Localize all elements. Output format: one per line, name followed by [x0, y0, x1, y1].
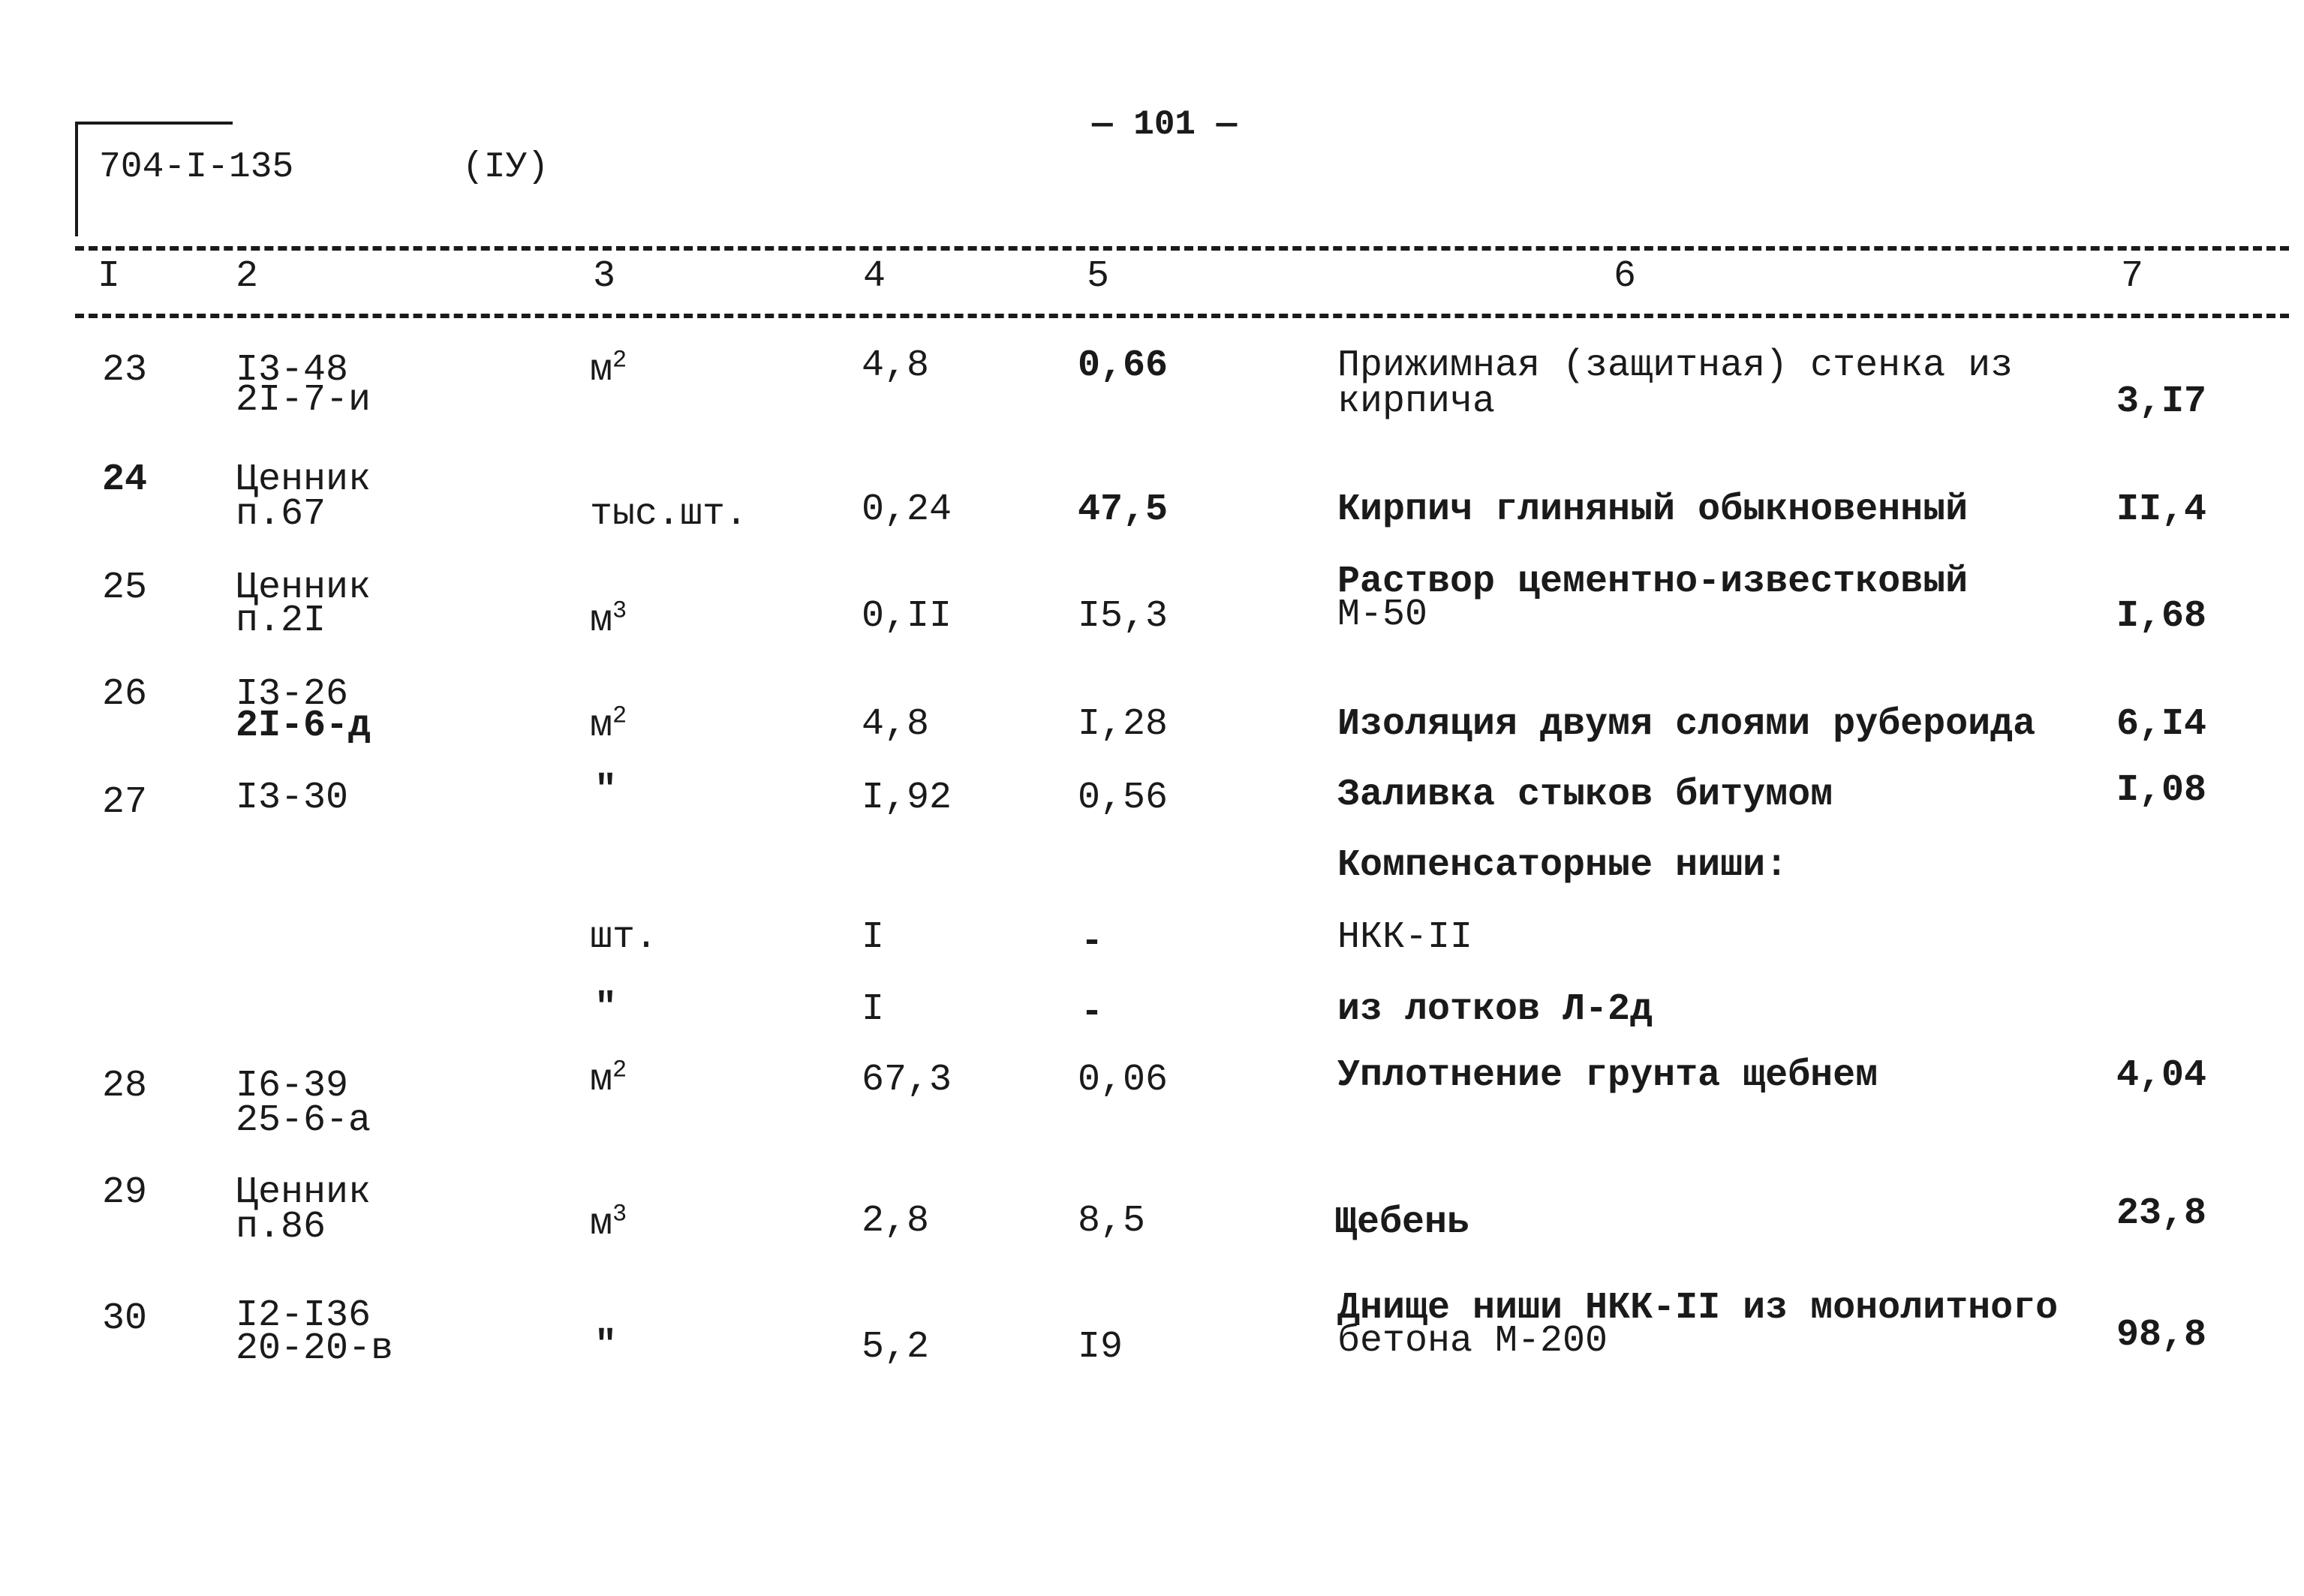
row-description: Уплотнение грунта щебнем	[1337, 1054, 1878, 1097]
row-total: I,08	[2116, 769, 2207, 812]
row-unit: тыс.шт.	[590, 493, 748, 536]
row-quantity: I	[862, 988, 885, 1031]
row-description: Щебень	[1334, 1201, 1470, 1244]
row-number: 24	[102, 458, 148, 501]
row-unit: "	[594, 1324, 618, 1367]
row-number: 29	[102, 1171, 148, 1214]
row-description: М-50	[1337, 594, 1428, 636]
row-total: 6,I4	[2116, 703, 2207, 746]
document-code: 704-I-135	[99, 147, 294, 188]
row-unit-price: I,28	[1078, 703, 1169, 746]
row-total: I,68	[2116, 595, 2207, 638]
row-unit-price: 0,66	[1078, 344, 1169, 387]
row-unit: $м^2$	[590, 346, 627, 392]
row-number: 28	[102, 1065, 148, 1108]
row-reference: I2-I36	[236, 1294, 371, 1337]
row-total: 98,8	[2116, 1314, 2207, 1357]
row-quantity: 0,II	[862, 595, 952, 638]
row-reference: I3-26	[236, 673, 349, 716]
row-unit: "	[594, 769, 618, 812]
header-bottom-rule	[75, 314, 2289, 318]
row-description: Заливка стыков битумом	[1337, 774, 1833, 816]
row-reference: 20-20-в	[236, 1327, 394, 1370]
row-reference: Ценник	[236, 458, 371, 501]
row-unit-price: 8,5	[1078, 1200, 1146, 1243]
column-header: I	[98, 255, 121, 298]
row-total: 23,8	[2116, 1192, 2207, 1235]
row-unit: "	[594, 987, 618, 1029]
row-unit: шт.	[590, 916, 658, 959]
row-description: Раствор цементно-известковый	[1337, 561, 1969, 603]
row-reference: I6-39	[236, 1065, 349, 1108]
row-quantity: 4,8	[862, 344, 930, 387]
row-reference: I3-48	[236, 349, 349, 392]
row-number: 25	[102, 567, 148, 609]
row-quantity: 5,2	[862, 1326, 930, 1369]
row-quantity: 2,8	[862, 1200, 930, 1243]
row-reference: п.67	[236, 493, 326, 536]
row-description: бетона М-200	[1337, 1320, 1608, 1363]
row-unit-price: I9	[1078, 1326, 1123, 1369]
row-total: II,4	[2116, 488, 2207, 531]
row-description: НКК-II	[1337, 916, 1473, 959]
row-number: 27	[102, 781, 148, 824]
column-header: 7	[2121, 255, 2144, 298]
row-quantity: I	[862, 916, 885, 959]
row-number: 30	[102, 1297, 148, 1340]
row-reference: 2I-6-д	[236, 705, 371, 747]
row-unit: $м^2$	[590, 702, 627, 747]
section-heading: Компенсаторные ниши:	[1337, 844, 1788, 887]
row-description: кирпича	[1337, 380, 1496, 423]
column-header: 2	[236, 255, 259, 298]
row-description: Кирпич глиняный обыкновенный	[1337, 488, 1969, 531]
row-reference: Ценник	[236, 567, 371, 609]
header-top-rule	[75, 246, 2289, 251]
row-number: 23	[102, 349, 148, 392]
row-quantity: 0,24	[862, 488, 952, 531]
row-description: Изоляция двумя слоями рубероида	[1337, 703, 2036, 746]
row-unit-price: -	[1081, 991, 1104, 1034]
row-unit-price: 0,56	[1078, 777, 1169, 819]
row-number: 26	[102, 673, 148, 716]
row-reference: I3-30	[236, 777, 349, 819]
row-total: 4,04	[2116, 1054, 2207, 1097]
row-unit: $м^3$	[590, 1200, 627, 1246]
column-header: 3	[593, 255, 616, 298]
row-quantity: I,92	[862, 777, 952, 819]
row-reference: п.86	[236, 1206, 326, 1249]
row-reference: 2I-7-и	[236, 379, 371, 422]
row-unit-price: -	[1081, 921, 1104, 963]
row-reference: Ценник	[236, 1171, 371, 1214]
column-header: 6	[1614, 255, 1637, 298]
row-reference: п.2I	[236, 600, 326, 642]
row-quantity: 4,8	[862, 703, 930, 746]
column-header: 4	[863, 255, 886, 298]
document-section: (IУ)	[462, 147, 549, 188]
stamp-corner-left	[75, 124, 78, 236]
row-unit: $м^2$	[590, 1056, 627, 1102]
row-description: Прижимная (защитная) стенка из	[1337, 344, 2014, 387]
row-unit-price: 0,06	[1078, 1059, 1169, 1102]
row-unit-price: 47,5	[1078, 488, 1169, 531]
page-number: — 101 —	[1092, 105, 1238, 144]
row-unit-price: I5,3	[1078, 595, 1169, 638]
stamp-corner-top	[75, 122, 233, 125]
row-description: из лотков Л-2д	[1337, 988, 1653, 1031]
row-unit: $м^3$	[590, 597, 627, 642]
row-quantity: 67,3	[862, 1059, 952, 1102]
column-header: 5	[1087, 255, 1110, 298]
row-total: 3,I7	[2116, 380, 2207, 423]
row-reference: 25-6-а	[236, 1099, 371, 1142]
row-description: Днище ниши НКК-II из монолитного	[1337, 1287, 2059, 1330]
